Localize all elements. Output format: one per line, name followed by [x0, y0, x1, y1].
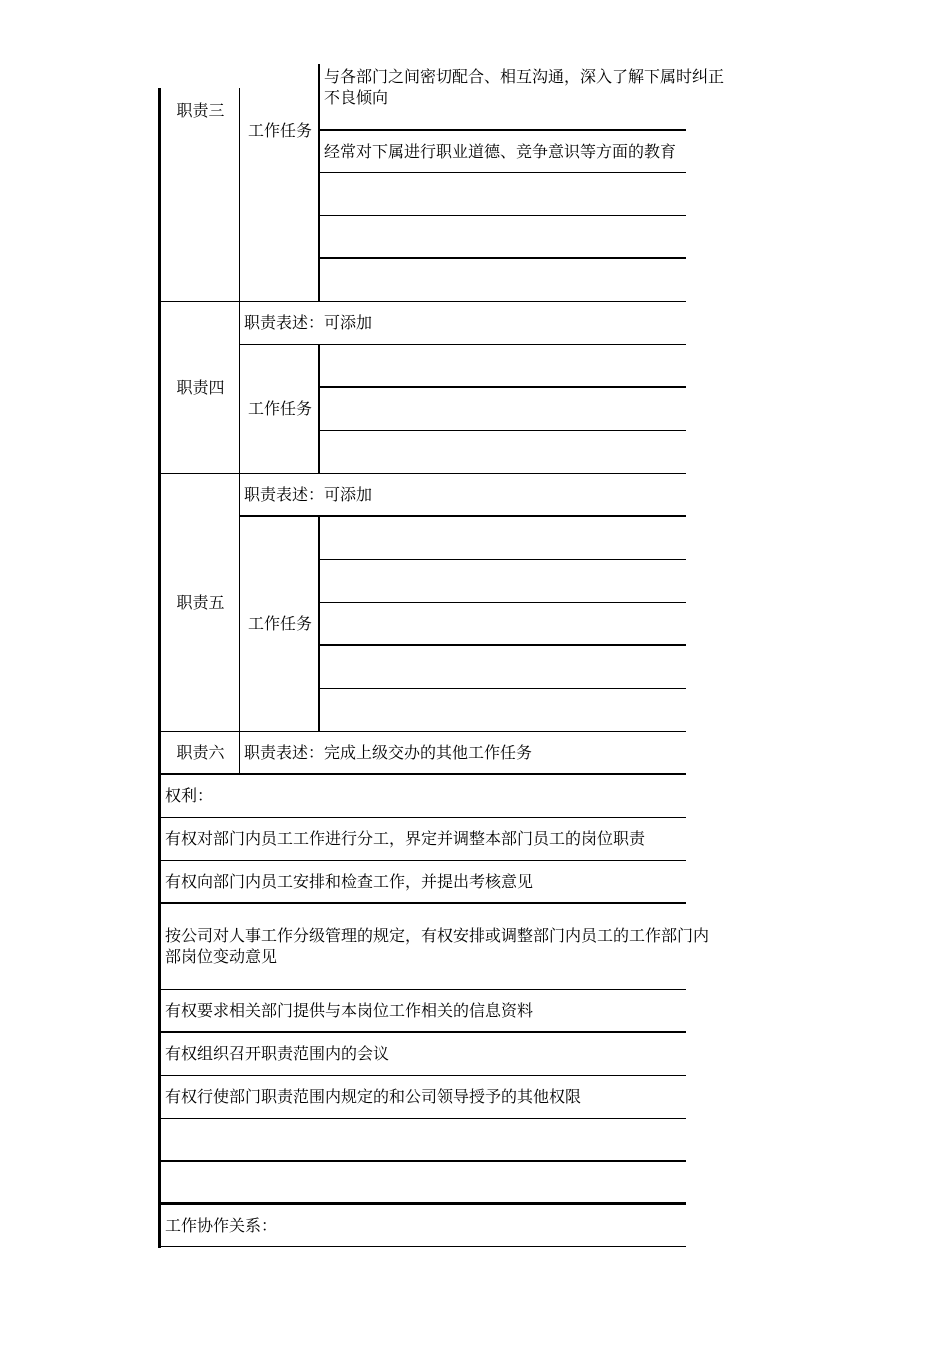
- rights-item-5: 有权组织召开职责范围内的会议: [165, 1044, 390, 1063]
- rights-item-8: [160, 1161, 686, 1204]
- duty4-task-2: [320, 387, 686, 430]
- duty5-task-5: [320, 688, 686, 731]
- duty-column-divider: [239, 88, 240, 774]
- duty5-task-4: [320, 645, 686, 688]
- duty5-label: 职责五: [176, 592, 225, 612]
- row-line: [320, 644, 686, 646]
- row-line: [160, 1075, 686, 1076]
- row-line: [160, 1246, 686, 1247]
- row-line: [160, 1202, 686, 1205]
- duty6-label: 职责六: [176, 743, 225, 762]
- row-line: [160, 773, 686, 775]
- duty5-task-3: [320, 602, 686, 645]
- row-line: [160, 817, 686, 818]
- row-line: [320, 430, 686, 431]
- row-line: [320, 688, 686, 689]
- rights-item-6: 有权行使部门职责范围内规定的和公司领导授予的其他权限: [165, 1087, 582, 1106]
- task-column-divider-3: [318, 516, 320, 731]
- cooperation-header: 工作协作关系：: [165, 1216, 278, 1235]
- task-column-divider-2: [318, 344, 320, 473]
- task-column-divider-1: [318, 64, 320, 302]
- duty4-description: 职责表述：可添加: [244, 313, 373, 332]
- duty3-task-1: 与各部门之间密切配合、相互沟通，深入了解下属时纠正不良倾向: [324, 67, 725, 107]
- rights-item-7: [160, 1118, 686, 1161]
- rights-item-4: 有权要求相关部门提供与本岗位工作相关的信息资料: [165, 1001, 534, 1020]
- row-line: [160, 1031, 686, 1033]
- row-line: [239, 344, 686, 345]
- duty3-task-4: [320, 215, 686, 258]
- row-line: [160, 1118, 686, 1119]
- duty5-task-1: [320, 516, 686, 559]
- rights-item-3: 按公司对人事工作分级管理的规定，有权安排或调整部门内员工的工作部门内部岗位变动意见: [165, 926, 710, 966]
- duty3-task-3: [320, 172, 686, 215]
- row-line: [320, 129, 686, 131]
- duty4-task-3: [320, 430, 686, 473]
- row-line: [320, 257, 686, 259]
- duty4-label: 职责四: [176, 377, 225, 397]
- row-line: [160, 473, 686, 474]
- row-line: [160, 731, 686, 732]
- duty5-task-2: [320, 559, 686, 602]
- row-line: [160, 301, 686, 302]
- row-line: [160, 902, 686, 904]
- duty5-description: 职责表述：可添加: [244, 485, 373, 504]
- duty5-task-label: 工作任务: [247, 614, 312, 633]
- duty4-task-1: [320, 344, 686, 387]
- table-left-border: [158, 88, 161, 1248]
- duty3-label: 职责三: [176, 100, 225, 120]
- row-line: [239, 515, 686, 517]
- row-line: [320, 602, 686, 603]
- row-line: [320, 386, 686, 388]
- row-line: [160, 860, 686, 861]
- duty6-description: 职责表述：完成上级交办的其他工作任务: [244, 743, 533, 762]
- row-line: [160, 1160, 686, 1162]
- duty3-task-5: [320, 258, 686, 301]
- duty3-task-2: 经常对下属进行职业道德、竞争意识等方面的教育: [324, 141, 677, 161]
- duty3-task-label: 工作任务: [247, 120, 312, 140]
- row-line: [160, 989, 686, 990]
- row-line: [320, 559, 686, 560]
- rights-header: 权利：: [165, 786, 214, 805]
- row-line: [320, 215, 686, 216]
- duty4-task-label: 工作任务: [247, 399, 312, 418]
- row-line: [320, 172, 686, 173]
- rights-item-1: 有权对部门内员工工作进行分工，界定并调整本部门员工的岗位职责: [165, 829, 646, 848]
- rights-item-2: 有权向部门内员工安排和检查工作，并提出考核意见: [165, 872, 534, 891]
